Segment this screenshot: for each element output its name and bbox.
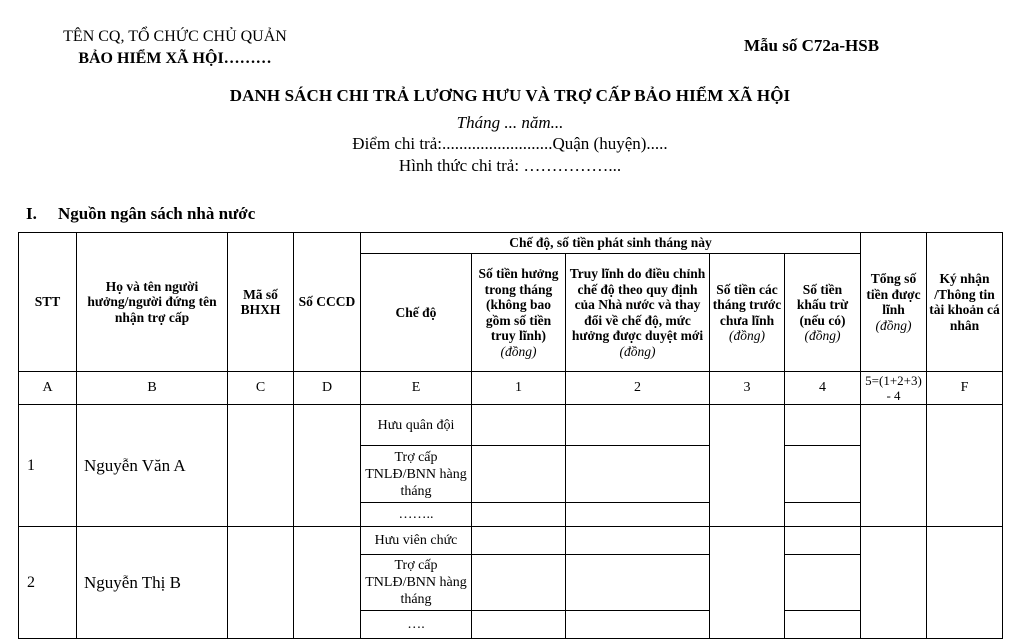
form-number: Mẫu số C72a-HSB (744, 36, 880, 55)
record-monthly-amount (472, 503, 566, 527)
header-total (861, 233, 927, 372)
record-signature (927, 405, 1003, 527)
issuing-agency-block (30, 27, 320, 69)
record-regime: Hưu viên chức (361, 527, 472, 555)
section-number: I. (26, 204, 37, 223)
section-heading (26, 204, 255, 224)
index-cell: 2 (566, 372, 710, 405)
header-signature: Ký nhận /Thông tin tài khoản cá nhân (927, 233, 1003, 372)
record-monthly-amount (472, 527, 566, 555)
index-cell-total-formula: 5=(1+2+3) - 4 (861, 372, 927, 405)
header-deductions (785, 254, 861, 372)
header-group-current-month: Chế độ, số tiền phát sinh tháng này (361, 233, 861, 254)
header-unpaid-months-label: Số tiền các tháng trước chưa lĩnh (712, 281, 782, 328)
header-arrears-label: Truy lĩnh do điều chỉnh chế độ theo quy định của Nhà nước và thay đổi về chế độ, mức hưởng được duyệt mới (569, 266, 706, 343)
table-row (19, 527, 1003, 555)
index-cell: E (361, 372, 472, 405)
table-row (19, 405, 1003, 446)
record-total (861, 405, 927, 527)
index-cell: C (228, 372, 294, 405)
record-stt: 1 (19, 405, 77, 527)
record-id-number (294, 527, 361, 639)
document-title: DANH SÁCH CHI TRẢ LƯƠNG HƯU VÀ TRỢ CẤP BẢO HIỂM XÃ HỘI (229, 86, 791, 105)
index-cell: F (927, 372, 1003, 405)
header-social-insurance-code: Mã số BHXH (228, 233, 294, 372)
payment-list-table (18, 232, 1003, 639)
record-monthly-amount (472, 611, 566, 639)
record-arrears (566, 446, 710, 503)
record-monthly-amount (472, 555, 566, 611)
payment-method-line: Hình thức chi trả: ……………... (398, 156, 622, 175)
section-title: Nguồn ngân sách nhà nước (58, 204, 256, 223)
record-arrears (566, 405, 710, 446)
unit-label: (đồng) (804, 328, 841, 343)
unit-label: (đồng) (619, 343, 656, 359)
record-name: Nguyễn Văn A (77, 405, 228, 527)
parent-organization-line: TÊN CQ, TỔ CHỨC CHỦ QUẢN (63, 28, 287, 45)
header-regime: Chế độ (361, 254, 472, 372)
social-insurance-agency-line: BẢO HIỂM XÃ HỘI……… (78, 50, 272, 67)
record-social-insurance-code (228, 405, 294, 527)
record-arrears (566, 527, 710, 555)
index-cell: B (77, 372, 228, 405)
record-arrears (566, 503, 710, 527)
record-monthly-amount (472, 446, 566, 503)
record-id-number (294, 405, 361, 527)
record-arrears (566, 611, 710, 639)
record-unpaid-months (710, 405, 785, 527)
record-deductions (785, 503, 861, 527)
record-total (861, 527, 927, 639)
unit-label: (đồng) (500, 343, 537, 359)
record-signature (927, 527, 1003, 639)
record-regime: Trợ cấp TNLĐ/BNN hàng tháng (361, 446, 472, 503)
payment-point-line: Điểm chi trả:..........................Quận (huyện)..... (352, 134, 668, 153)
header-stt: STT (19, 233, 77, 372)
index-cell: 3 (710, 372, 785, 405)
record-stt: 2 (19, 527, 77, 639)
index-cell: D (294, 372, 361, 405)
index-cell: 4 (785, 372, 861, 405)
header-total-label: Tổng số tiền được lĩnh (866, 271, 921, 317)
index-cell: A (19, 372, 77, 405)
record-deductions (785, 555, 861, 611)
header-beneficiary-name: Họ và tên người hưởng/người đứng tên nhận trợ cấp (77, 233, 228, 372)
record-monthly-amount (472, 405, 566, 446)
record-regime: Hưu quân đội (361, 405, 472, 446)
record-deductions (785, 446, 861, 503)
month-year-line: Tháng ... năm... (456, 113, 564, 132)
header-arrears (566, 254, 710, 372)
header-id-number: Số CCCD (294, 233, 361, 372)
record-name: Nguyễn Thị B (77, 527, 228, 639)
record-regime: …. (361, 611, 472, 639)
header-unpaid-months (710, 254, 785, 372)
record-arrears (566, 555, 710, 611)
record-deductions (785, 611, 861, 639)
record-deductions (785, 527, 861, 555)
header-deductions-label: Số tiền khấu trừ (nếu có) (796, 281, 849, 328)
header-monthly-amount-label: Số tiền hưởng trong tháng (không bao gồm số tiền truy lĩnh) (478, 266, 559, 343)
record-unpaid-months (710, 527, 785, 639)
record-social-insurance-code (228, 527, 294, 639)
record-regime: …….. (361, 503, 472, 527)
unit-label: (đồng) (729, 328, 765, 343)
record-deductions (785, 405, 861, 446)
index-cell: 1 (472, 372, 566, 405)
header-monthly-amount (472, 254, 566, 372)
unit-label: (đồng) (875, 317, 912, 333)
record-regime: Trợ cấp TNLĐ/BNN hàng tháng (361, 555, 472, 611)
